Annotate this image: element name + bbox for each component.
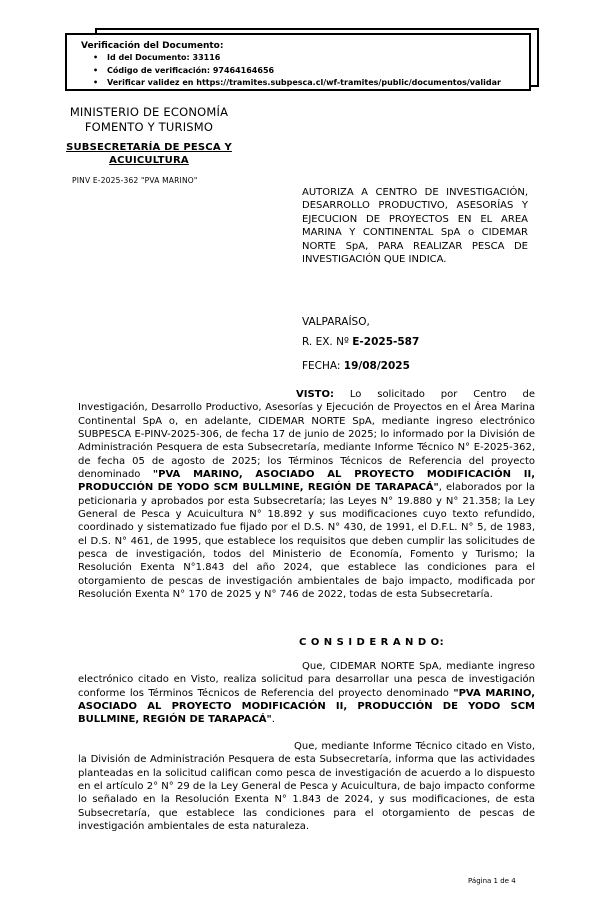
ministry-name-line2: FOMENTO Y TURISMO	[84, 120, 214, 134]
visto-label: VISTO:	[296, 389, 334, 400]
date-line	[302, 360, 410, 373]
visto-paragraph	[78, 388, 535, 602]
subsecretaria-line2: ACUICULTURA	[109, 155, 189, 166]
ministry-name-line1: MINISTERIO DE ECONOMÍA	[69, 105, 229, 119]
verification-item-doc-id	[81, 52, 525, 65]
verification-item-code	[81, 65, 525, 78]
visto-text-1: Lo solicitado por Centro de Investigación, Desarrollo Productivo, Asesorías y Ejecución de Proyectos en el Área Marina Continental SpA o, en adelante, CIDEMAR NORTE SpA, mediante ingreso electrónico SUBPESCA E-PINV-2025-306, de fecha 17 de junio de 2025; lo informado por la División de Administración Pesquera de esta Subsecretaría, mediante Informe Técnico N° E-2025-362, de fecha 05 de agosto de 2025; los Términos Técnicos de Referencia del proyecto denominado	[78, 389, 535, 481]
considerando-1-end: .	[271, 714, 275, 726]
resolution-number: E-2025-587	[352, 336, 420, 348]
bullet-icon: •	[93, 65, 99, 75]
city-line: VALPARAÍSO,	[302, 316, 370, 328]
verification-code-text: Código de verificación: 97464164656	[107, 65, 275, 75]
subsecretaria-name	[58, 141, 240, 167]
verification-title: Verificación del Documento:	[81, 41, 224, 51]
date-label: FECHA:	[302, 360, 344, 372]
project-name-bold: "PVA MARINO, ASOCIADO AL PROYECTO MODIFICACIÓN II, PRODUCCIÓN DE YODO SCM BULLMINE, REGIÓN DE TARAPACÁ"	[78, 469, 536, 494]
verification-doc-id-text: Id del Documento: 33116	[107, 53, 221, 62]
page-number: Página 1 de 4	[468, 877, 516, 885]
visto-text-2: , elaborados por la peticionaria y aprobados por esta Subsecretaría; las Leyes N° 19.880 y N° 21.358; la Ley General de Pesca y Acuicultura N° 18.892 y sus modificaciones cuyo texto refundido, coordinado y sistematizado fue fijado por el D.S. N° 430, de 1991, el D.F.L. N° 5, de 1983, el D.S. N° 461, de 1995, que establece los requisitos que deben cumplir las solicitudes de pesca de investigación, todos del Ministerio de Economía, Fomento y Turismo; la Resolución Exenta N°1.843 del año 2024, que establece las condiciones para el otorgamiento de pescas de investigación ambientales de bajo impacto, modificada por Resolución Exenta N° 170 de 2025 y N° 746 de 2022, todas de esta Subsecretaría.	[78, 482, 536, 601]
date-value: 19/08/2025	[343, 360, 410, 372]
considerando-1-text: Que, CIDEMAR NORTE SpA, mediante ingreso electrónico citado en Visto, realiza solicitud para desarrollar una pesca de investigación conforme los Términos Técnicos de Referencia del proyecto denominado	[78, 661, 535, 699]
verification-box	[65, 33, 531, 91]
resolution-number-label: R. EX. Nº	[302, 336, 353, 348]
considerando-paragraph-1	[78, 660, 535, 727]
resolution-title: AUTORIZA A CENTRO DE INVESTIGACIÓN, DESARROLLO PRODUCTIVO, ASESORÍAS Y EJECUCION DE PROYECTOS EN EL AREA MARINA Y CONTINENTAL SpA o CIDEMAR NORTE SpA, PARA REALIZAR PESCA DE INVESTIGACIÓN QUE INDICA.	[302, 187, 528, 266]
bullet-icon: •	[93, 78, 99, 87]
verification-item-url	[81, 77, 525, 90]
subsecretaria-line1: SUBSECRETARÍA DE PESCA Y	[66, 142, 232, 153]
document-reference: PINV E-2025-362 "PVA MARINO"	[72, 176, 198, 185]
verification-url-text: Verificar validez en https://tramites.subpesca.cl/wf-tramites/public/documentos/validar	[107, 78, 501, 87]
bullet-icon: •	[93, 53, 99, 62]
considerando-paragraph-2: Que, mediante Informe Técnico citado en Visto, la División de Administración Pesquera de esta Subsecretaría, informa que las actividades planteadas en la solicitud califican como pesca de investigación de acuerdo a lo dispuesto en el artículo 2° N° 29 de la Ley General de Pesca y Acuicultura, de bajo impacto conforme lo señalado en la Resolución Exenta N° 1.843 de 2024, y sus modificaciones, de esta Subsecretaría, que establece las condiciones para el otorgamiento de pescas de investigación ambientales de esta naturaleza.	[78, 741, 535, 833]
letterhead	[58, 105, 240, 185]
considerando-heading: C O N S I D E R A N D O:	[299, 637, 445, 648]
project-name-bold: "PVA MARINO, ASOCIADO AL PROYECTO MODIFICACIÓN II, PRODUCCIÓN DE YODO SCM BULLMINE, REGIÓN DE TARAPACÁ"	[78, 687, 535, 726]
resolution-number-line	[302, 336, 419, 349]
